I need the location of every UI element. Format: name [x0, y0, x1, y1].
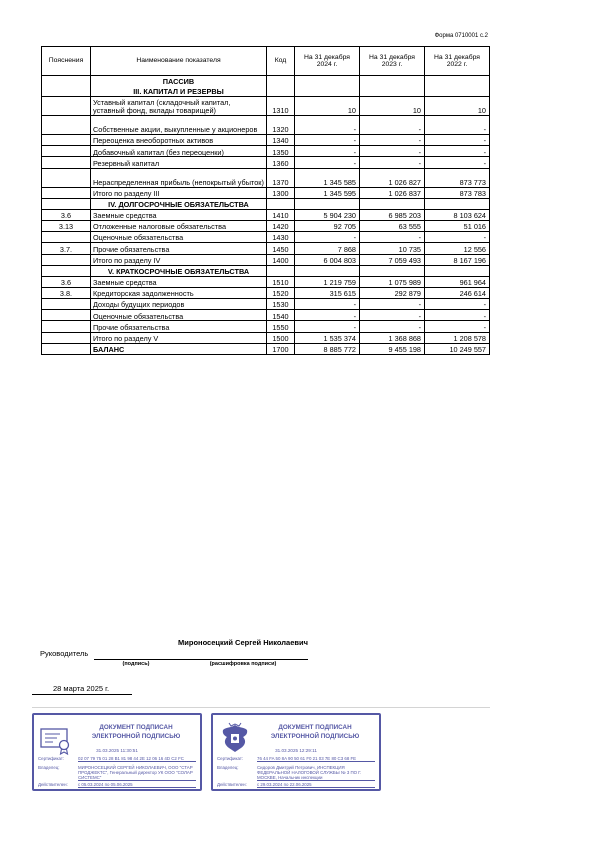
- row-explanation: 3.6: [42, 209, 91, 220]
- signature-caption: (подпись): [122, 661, 150, 667]
- row-explanation: [42, 232, 91, 243]
- row-value-2023: 6 985 203: [360, 209, 425, 220]
- table-row: [42, 157, 490, 168]
- row-value-2023: -: [360, 157, 425, 168]
- row-code: 1700: [267, 343, 295, 354]
- table-row-balance: [42, 343, 490, 354]
- stamp-certificate: Сертификат: 02 07 79 75 01 28 B1 81 98 44 2E 12 06 16 4D C2 FC: [38, 756, 196, 762]
- table-row: [42, 146, 490, 157]
- row-value-2022: 246 614: [425, 287, 490, 298]
- row-explanation: 3.8.: [42, 287, 91, 298]
- row-value-2024: 6 004 803: [295, 254, 360, 265]
- row-name: БАЛАНС: [91, 343, 267, 354]
- row-name: Итого по разделу V: [91, 332, 267, 343]
- row-code: 1520: [267, 287, 295, 298]
- row-value-2024: 92 705: [295, 220, 360, 231]
- row-explanation: [42, 299, 91, 310]
- row-value-2024: 315 615: [295, 287, 360, 298]
- signature-line: [94, 659, 178, 660]
- row-name: Заемные средства: [91, 209, 267, 220]
- table-row: [42, 287, 490, 298]
- row-code: 1350: [267, 146, 295, 157]
- row-name: Отложенные налоговые обязательства: [91, 220, 267, 231]
- row-explanation: [42, 310, 91, 321]
- row-value-2022: 8 167 196: [425, 254, 490, 265]
- row-code: 1370: [267, 168, 295, 187]
- row-code: 1430: [267, 232, 295, 243]
- header-2023: На 31 декабря 2023 г.: [360, 47, 425, 76]
- row-value-2023: 1 026 837: [360, 187, 425, 198]
- row-explanation: [42, 97, 91, 116]
- stamp-title: ДОКУМЕНТ ПОДПИСАН ЭЛЕКТРОННОЙ ПОДПИСЬЮ: [91, 724, 181, 740]
- row-explanation: [42, 321, 91, 332]
- section-short-term: V. КРАТКОСРОЧНЫЕ ОБЯЗАТЕЛЬСТВА: [91, 265, 267, 276]
- section-long-term: IV. ДОЛГОСРОЧНЫЕ ОБЯЗАТЕЛЬСТВА: [91, 198, 267, 209]
- signer-role: Руководитель: [40, 649, 89, 658]
- row-explanation: [42, 254, 91, 265]
- section-capital: III. КАПИТАЛ И РЕЗЕРВЫ: [91, 86, 267, 97]
- row-value-2023: 7 059 493: [360, 254, 425, 265]
- header-explanations: Пояснения: [42, 47, 91, 76]
- stamp-owner: Владелец: Сидоров Дмитрий Петрович, ИНСПЕКЦИЯ ФЕДЕРАЛЬНОЙ НАЛОГОВОЙ СЛУЖБЫ № 3 ПО Г. МОСКВЕ, Начальник инспекции: [217, 765, 375, 779]
- row-code: 1540: [267, 310, 295, 321]
- row-name: Итого по разделу III: [91, 187, 267, 198]
- balance-sheet-table: [41, 46, 490, 355]
- table-row-total: [42, 187, 490, 198]
- row-explanation: 3.7.: [42, 243, 91, 254]
- row-explanation: [42, 157, 91, 168]
- row-name: Прочие обязательства: [91, 321, 267, 332]
- row-name: Переоценка внеоборотных активов: [91, 135, 267, 146]
- divider: [32, 707, 490, 708]
- row-value-2024: 1 535 374: [295, 332, 360, 343]
- stamp-validity: Действителен: с 29.03.2024 по 22.06.2025: [217, 782, 375, 788]
- row-value-2022: -: [425, 116, 490, 135]
- row-explanation: [42, 146, 91, 157]
- row-value-2023: 63 555: [360, 220, 425, 231]
- row-value-2023: 1 075 989: [360, 276, 425, 287]
- row-value-2023: -: [360, 321, 425, 332]
- table-row: [42, 220, 490, 231]
- row-name: Итого по разделу IV: [91, 254, 267, 265]
- decode-caption: (расшифровка подписи): [209, 661, 277, 667]
- header-code: Код: [267, 47, 295, 76]
- row-value-2022: 10: [425, 97, 490, 116]
- row-value-2022: 8 103 624: [425, 209, 490, 220]
- table-row: [42, 243, 490, 254]
- row-code: 1510: [267, 276, 295, 287]
- row-value-2023: 1 026 827: [360, 168, 425, 187]
- table-row: [42, 321, 490, 332]
- table-row: [42, 232, 490, 243]
- section-passive: ПАССИВ: [91, 76, 267, 87]
- row-value-2024: -: [295, 232, 360, 243]
- row-explanation: [42, 187, 91, 198]
- row-value-2023: 10 735: [360, 243, 425, 254]
- row-code: 1320: [267, 116, 295, 135]
- row-value-2024: 1 345 585: [295, 168, 360, 187]
- row-value-2023: 10: [360, 97, 425, 116]
- row-name: Резервный капитал: [91, 157, 267, 168]
- row-value-2024: 8 885 772: [295, 343, 360, 354]
- row-explanation: 3.6: [42, 276, 91, 287]
- table-row: [42, 97, 490, 116]
- row-value-2022: -: [425, 310, 490, 321]
- row-value-2023: 1 368 868: [360, 332, 425, 343]
- table-row: [42, 209, 490, 220]
- stamp-title: ДОКУМЕНТ ПОДПИСАН ЭЛЕКТРОННОЙ ПОДПИСЬЮ: [270, 724, 360, 740]
- row-name: Оценочные обязательства: [91, 232, 267, 243]
- row-name: Нераспределенная прибыль (непокрытый убыток): [91, 168, 267, 187]
- row-value-2022: 961 964: [425, 276, 490, 287]
- row-code: 1340: [267, 135, 295, 146]
- row-value-2023: -: [360, 310, 425, 321]
- row-value-2024: -: [295, 146, 360, 157]
- table-row: [42, 135, 490, 146]
- row-name: Прочие обязательства: [91, 243, 267, 254]
- row-explanation: [42, 135, 91, 146]
- row-code: 1530: [267, 299, 295, 310]
- row-value-2024: -: [295, 116, 360, 135]
- row-name: Уставный капитал (складочный капитал, уставный фонд, вклады товарищей): [91, 97, 267, 116]
- row-name: Добавочный капитал (без переоценки): [91, 146, 267, 157]
- signer-name: Мироносецкий Сергей Николаевич: [178, 638, 308, 647]
- row-value-2024: 1 219 759: [295, 276, 360, 287]
- section-row: [42, 86, 490, 97]
- row-value-2024: -: [295, 321, 360, 332]
- header-2022: На 31 декабря 2022 г.: [425, 47, 490, 76]
- row-value-2024: -: [295, 299, 360, 310]
- row-code: 1500: [267, 332, 295, 343]
- row-value-2023: -: [360, 135, 425, 146]
- row-code: 1450: [267, 243, 295, 254]
- row-value-2022: 12 556: [425, 243, 490, 254]
- section-row: [42, 198, 490, 209]
- table-row: [42, 299, 490, 310]
- row-code: 1310: [267, 97, 295, 116]
- row-explanation: [42, 332, 91, 343]
- row-value-2024: -: [295, 135, 360, 146]
- row-value-2022: -: [425, 146, 490, 157]
- header-2024: На 31 декабря 2024 г.: [295, 47, 360, 76]
- row-explanation: 3.13: [42, 220, 91, 231]
- section-row: [42, 76, 490, 87]
- row-value-2022: 873 783: [425, 187, 490, 198]
- row-value-2023: 292 879: [360, 287, 425, 298]
- row-value-2023: -: [360, 299, 425, 310]
- row-explanation: [42, 116, 91, 135]
- section-row: [42, 265, 490, 276]
- row-explanation: [42, 168, 91, 187]
- row-value-2023: -: [360, 146, 425, 157]
- name-line: [178, 659, 308, 660]
- row-code: 1420: [267, 220, 295, 231]
- row-value-2024: -: [295, 157, 360, 168]
- table-row-total: [42, 254, 490, 265]
- date-line: [32, 694, 132, 695]
- stamp-owner: Владелец: МИРОНОСЕЦКИЙ СЕРГЕЙ НИКОЛАЕВИЧ, ООО "СТАР ПРОДЖЕКТС", Генеральный директор УК ООО "СОЛАР СИСТЕМС": [38, 765, 196, 779]
- row-code: 1400: [267, 254, 295, 265]
- row-value-2024: 1 345 595: [295, 187, 360, 198]
- header-indicator: Наименование показателя: [91, 47, 267, 76]
- row-value-2023: -: [360, 116, 425, 135]
- stamp-signed-at: 31.03.2025 11:30:51: [96, 748, 138, 753]
- row-value-2022: 10 249 557: [425, 343, 490, 354]
- row-value-2023: -: [360, 232, 425, 243]
- row-value-2024: -: [295, 310, 360, 321]
- row-value-2024: 5 904 230: [295, 209, 360, 220]
- stamp-validity: Действителен: с 05.03.2024 по 05.06.2025: [38, 782, 196, 788]
- row-value-2022: -: [425, 232, 490, 243]
- row-value-2022: -: [425, 157, 490, 168]
- row-code: 1300: [267, 187, 295, 198]
- row-explanation: [42, 343, 91, 354]
- e-signature-stamp-tax-office: [211, 713, 381, 791]
- row-code: 1360: [267, 157, 295, 168]
- e-signature-stamp-company: [32, 713, 202, 791]
- table-row: [42, 276, 490, 287]
- row-value-2024: 7 868: [295, 243, 360, 254]
- row-value-2022: 873 773: [425, 168, 490, 187]
- table-row: [42, 116, 490, 135]
- table-row-total: [42, 332, 490, 343]
- row-value-2022: 1 208 578: [425, 332, 490, 343]
- row-value-2023: 9 455 198: [360, 343, 425, 354]
- row-value-2022: -: [425, 321, 490, 332]
- row-name: Кредиторская задолженность: [91, 287, 267, 298]
- table-header: [42, 47, 490, 76]
- row-value-2022: -: [425, 135, 490, 146]
- stamp-certificate: Сертификат: 76 44 FA 50 8A 90 50 61 F0 21 03 7E 80 C3 68 FE: [217, 756, 375, 762]
- document-date: 28 марта 2025 г.: [53, 684, 110, 693]
- row-code: 1550: [267, 321, 295, 332]
- stamp-signed-at: 31.03.2025 12:29:11: [275, 748, 317, 753]
- row-name: Доходы будущих периодов: [91, 299, 267, 310]
- row-value-2022: 51 016: [425, 220, 490, 231]
- row-name: Оценочные обязательства: [91, 310, 267, 321]
- table-row: [42, 168, 490, 187]
- row-name: Собственные акции, выкупленные у акционеров: [91, 116, 267, 135]
- table-row: [42, 310, 490, 321]
- row-value-2024: 10: [295, 97, 360, 116]
- row-code: 1410: [267, 209, 295, 220]
- row-name: Заемные средства: [91, 276, 267, 287]
- form-code: Форма 0710001 с.2: [434, 33, 488, 39]
- row-value-2022: -: [425, 299, 490, 310]
